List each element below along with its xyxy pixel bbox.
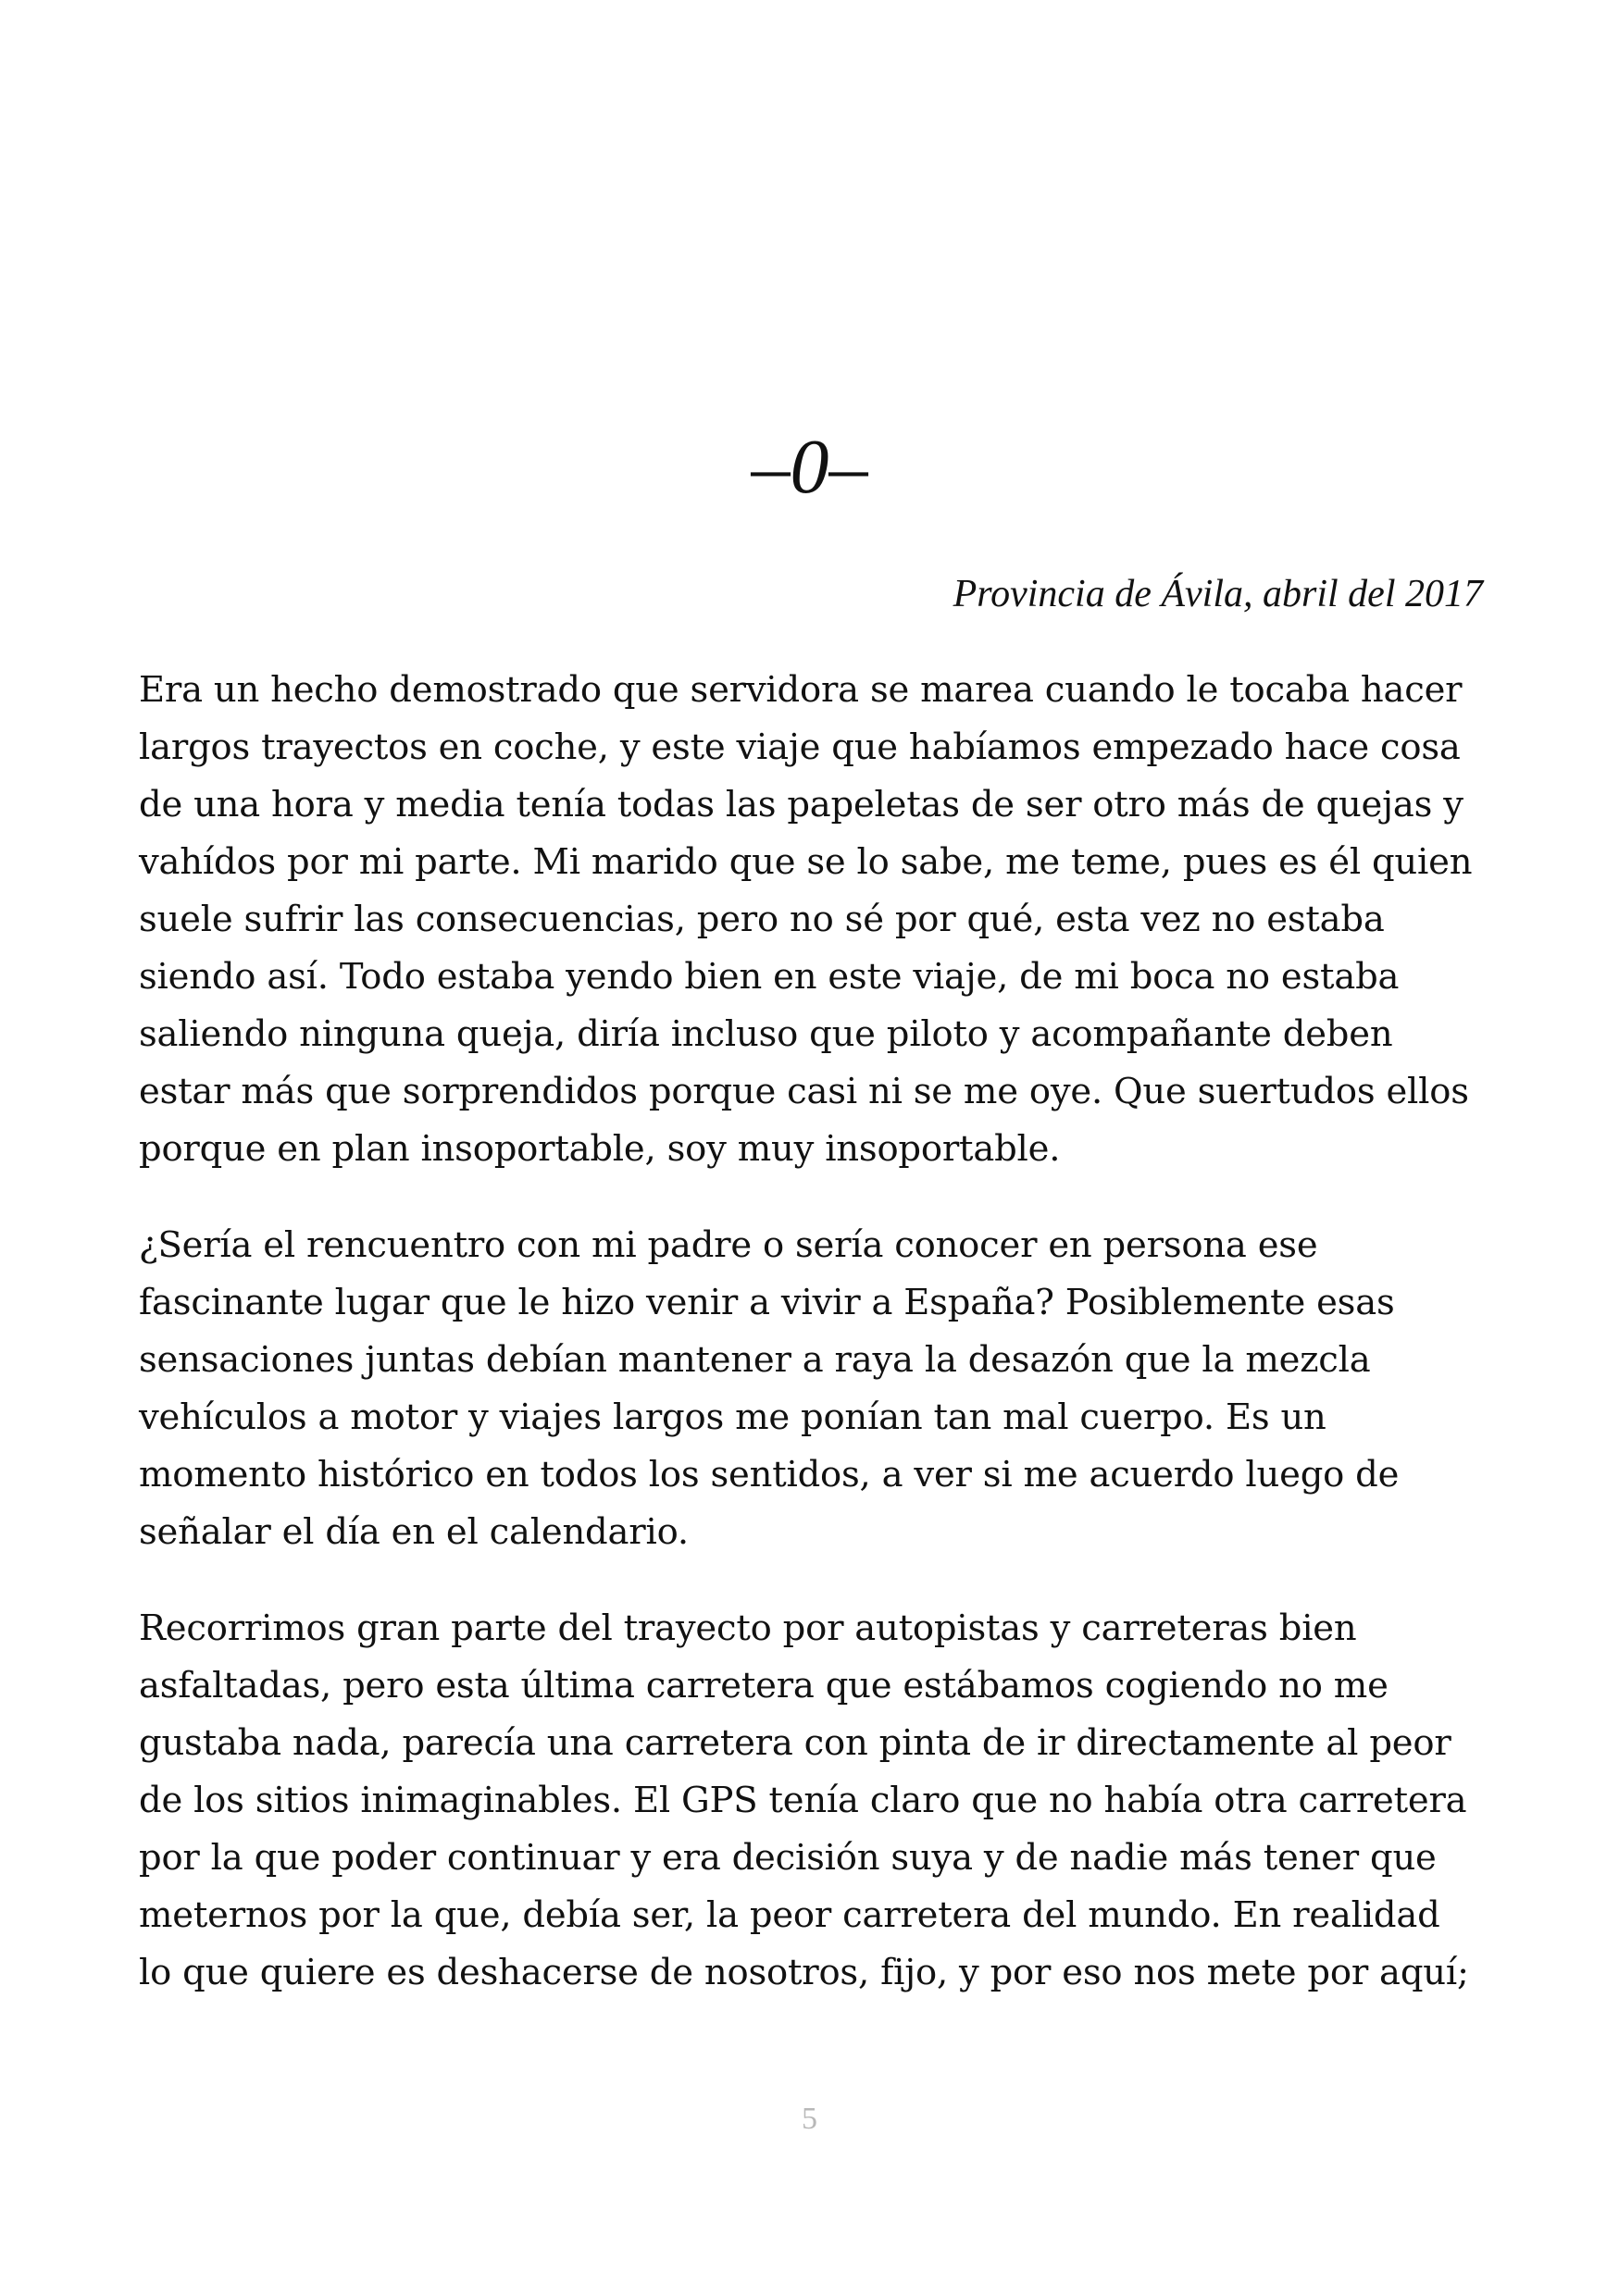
paragraph-2 xyxy=(139,1217,1483,1561)
text-line: meternos por la que, debía ser, la peor carretera del mundo. En realidad xyxy=(139,1894,1440,1936)
text-line: sensaciones juntas debían mantener a raya la desazón que la mezcla xyxy=(139,1339,1371,1381)
text-line: siendo así. Todo estaba yendo bien en este viaje, de mi boca no estaba xyxy=(139,956,1400,998)
paragraph-1 xyxy=(139,662,1483,1178)
page-number: 5 xyxy=(802,2102,817,2136)
text-line: vehículos a motor y viajes largos me ponían tan mal cuerpo. Es un xyxy=(139,1396,1326,1438)
text-line: por la que poder continuar y era decisión suya y de nadie más tener que xyxy=(139,1837,1437,1879)
chapter-title: –0– xyxy=(751,424,868,510)
text-line: largos trayectos en coche, y este viaje que habíamos empezado hace cosa xyxy=(139,726,1461,768)
text-line: Era un hecho demostrado que servidora se marea cuando le tocaba hacer xyxy=(139,669,1463,711)
text-line: señalar el día en el calendario. xyxy=(139,1511,689,1553)
text-line: estar más que sorprendidos porque casi ni se me oye. Que suertudos ellos xyxy=(139,1071,1469,1112)
text-line: suele sufrir las consecuencias, pero no sé por qué, esta vez no estaba xyxy=(139,899,1385,940)
paragraph-3 xyxy=(139,1600,1483,2002)
text-line: fascinante lugar que le hizo venir a vivir a España? Posiblemente esas xyxy=(139,1282,1395,1323)
chapter-dateline: Provincia de Ávila, abril del 2017 xyxy=(953,573,1483,615)
text-line: de los sitios inimaginables. El GPS tenía claro que no había otra carretera xyxy=(139,1780,1467,1821)
body-text xyxy=(139,662,1483,2041)
text-line: porque en plan insoportable, soy muy insoportable. xyxy=(139,1128,1061,1170)
text-line: vahídos por mi parte. Mi marido que se lo sabe, me teme, pues es él quien xyxy=(139,841,1473,883)
text-line: lo que quiere es deshacerse de nosotros, fijo, y por eso nos mete por aquí; xyxy=(139,1952,1469,1993)
text-line: saliendo ninguna queja, diría incluso que piloto y acompañante deben xyxy=(139,1013,1393,1055)
text-line: gustaba nada, parecía una carretera con pinta de ir directamente al peor xyxy=(139,1722,1451,1764)
text-line: asfaltadas, pero esta última carretera que estábamos cogiendo no me xyxy=(139,1665,1389,1706)
text-line: de una hora y media tenía todas las papeletas de ser otro más de quejas y xyxy=(139,784,1463,825)
text-line: momento histórico en todos los sentidos, a ver si me acuerdo luego de xyxy=(139,1454,1400,1496)
text-line: Recorrimos gran parte del trayecto por autopistas y carreteras bien xyxy=(139,1607,1357,1649)
text-line: ¿Sería el rencuentro con mi padre o sería conocer en persona ese xyxy=(139,1224,1318,1266)
